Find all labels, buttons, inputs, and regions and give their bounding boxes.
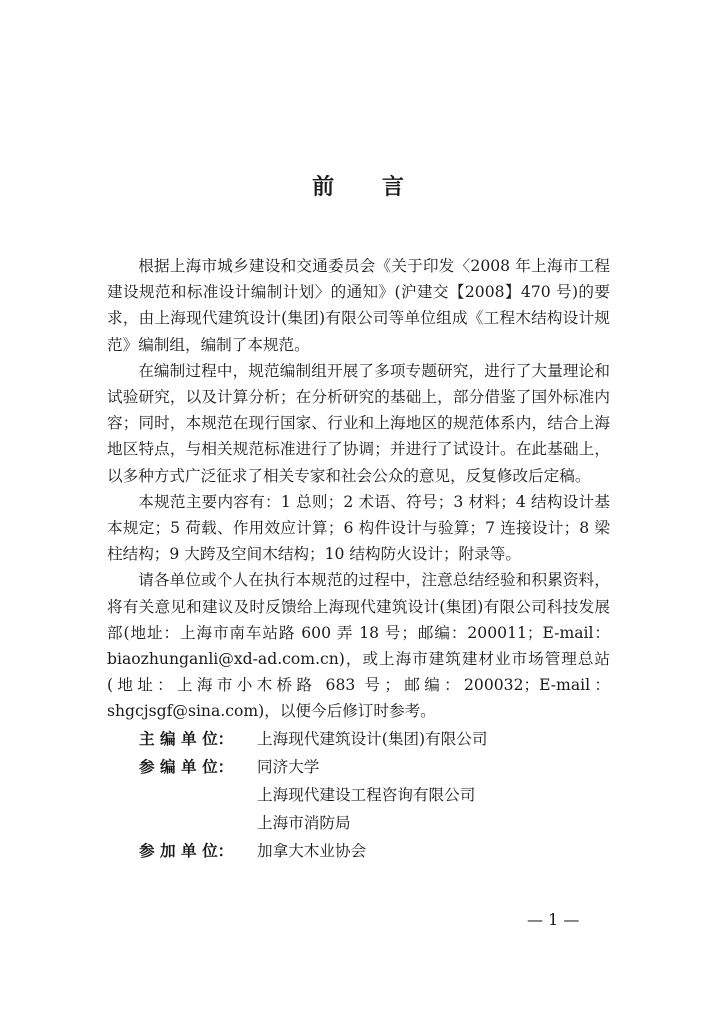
co-editor-unit-label: 参 编 单 位：: [139, 757, 234, 776]
chief-editor-unit-row: [107, 725, 610, 753]
participating-unit-name: 加拿大木业协会: [257, 841, 367, 860]
paragraph-basis: 根据上海市城乡建设和交通委员会《关于印发〈2008 年上海市工程建设规范和标准设计编制计划〉的通知》(沪建交【2008】470 号)的要求，由上海现代建筑设计(集团)有限公司等单位组成《工程木结构设计规范》编制组，编制了本规范。: [107, 257, 610, 354]
participating-unit-row: [107, 837, 610, 865]
page-number: — 1 —: [527, 910, 580, 929]
paragraph-feedback: 请各单位或个人在执行本规范的过程中，注意总结经验和积累资料，将有关意见和建议及时反馈给上海现代建筑设计(集团)有限公司科技发展部(地址：上海市南车站路 600 弄 18 号；邮编：200011；E-mail：biaozhunganli@xd-ad.com.cn)，或上海市建筑建材业市场管理总站(地址：上海市小木桥路 683 号；邮编：200032；E-mail：shgcjsgf@sina.com)，以便今后修订时参考。: [107, 571, 610, 721]
preface-body: [107, 253, 610, 865]
chief-editor-unit-name: 上海现代建筑设计(集团)有限公司: [257, 729, 488, 748]
chief-editor-unit-values: [257, 725, 487, 753]
co-editor-unit-name: 同济大学: [257, 757, 320, 776]
co-editor-unit-row: [107, 753, 610, 837]
co-editor-unit-name: 上海市消防局: [257, 813, 351, 832]
co-editor-unit-name: 上海现代建设工程咨询有限公司: [257, 785, 476, 804]
co-editor-unit-values: [257, 753, 475, 837]
participating-unit-label: 参 加 单 位：: [139, 841, 234, 860]
page-title: 前 言: [312, 175, 424, 200]
paragraph-contents: 本规范主要内容有：1 总则；2 术语、符号；3 材料；4 结构设计基本规定；5 荷载、作用效应计算；6 构件设计与验算；7 连接设计；8 梁柱结构；9 大跨及空间木结构；10 结构防火设计；附录等。: [107, 492, 610, 564]
paragraph-process: 在编制过程中，规范编制组开展了多项专题研究，进行了大量理论和试验研究，以及计算分析；在分析研究的基础上，部分借鉴了国外标准内容；同时，本规范在现行国家、行业和上海地区的规范体系内，结合上海地区特点，与相关规范标准进行了协调；并进行了试设计。在此基础上，以多种方式广泛征求了相关专家和社会公众的意见，反复修改后定稿。: [107, 361, 610, 485]
chief-editor-unit-label: 主 编 单 位：: [139, 729, 234, 748]
participating-unit-values: [257, 837, 366, 865]
units-list: [107, 725, 610, 865]
